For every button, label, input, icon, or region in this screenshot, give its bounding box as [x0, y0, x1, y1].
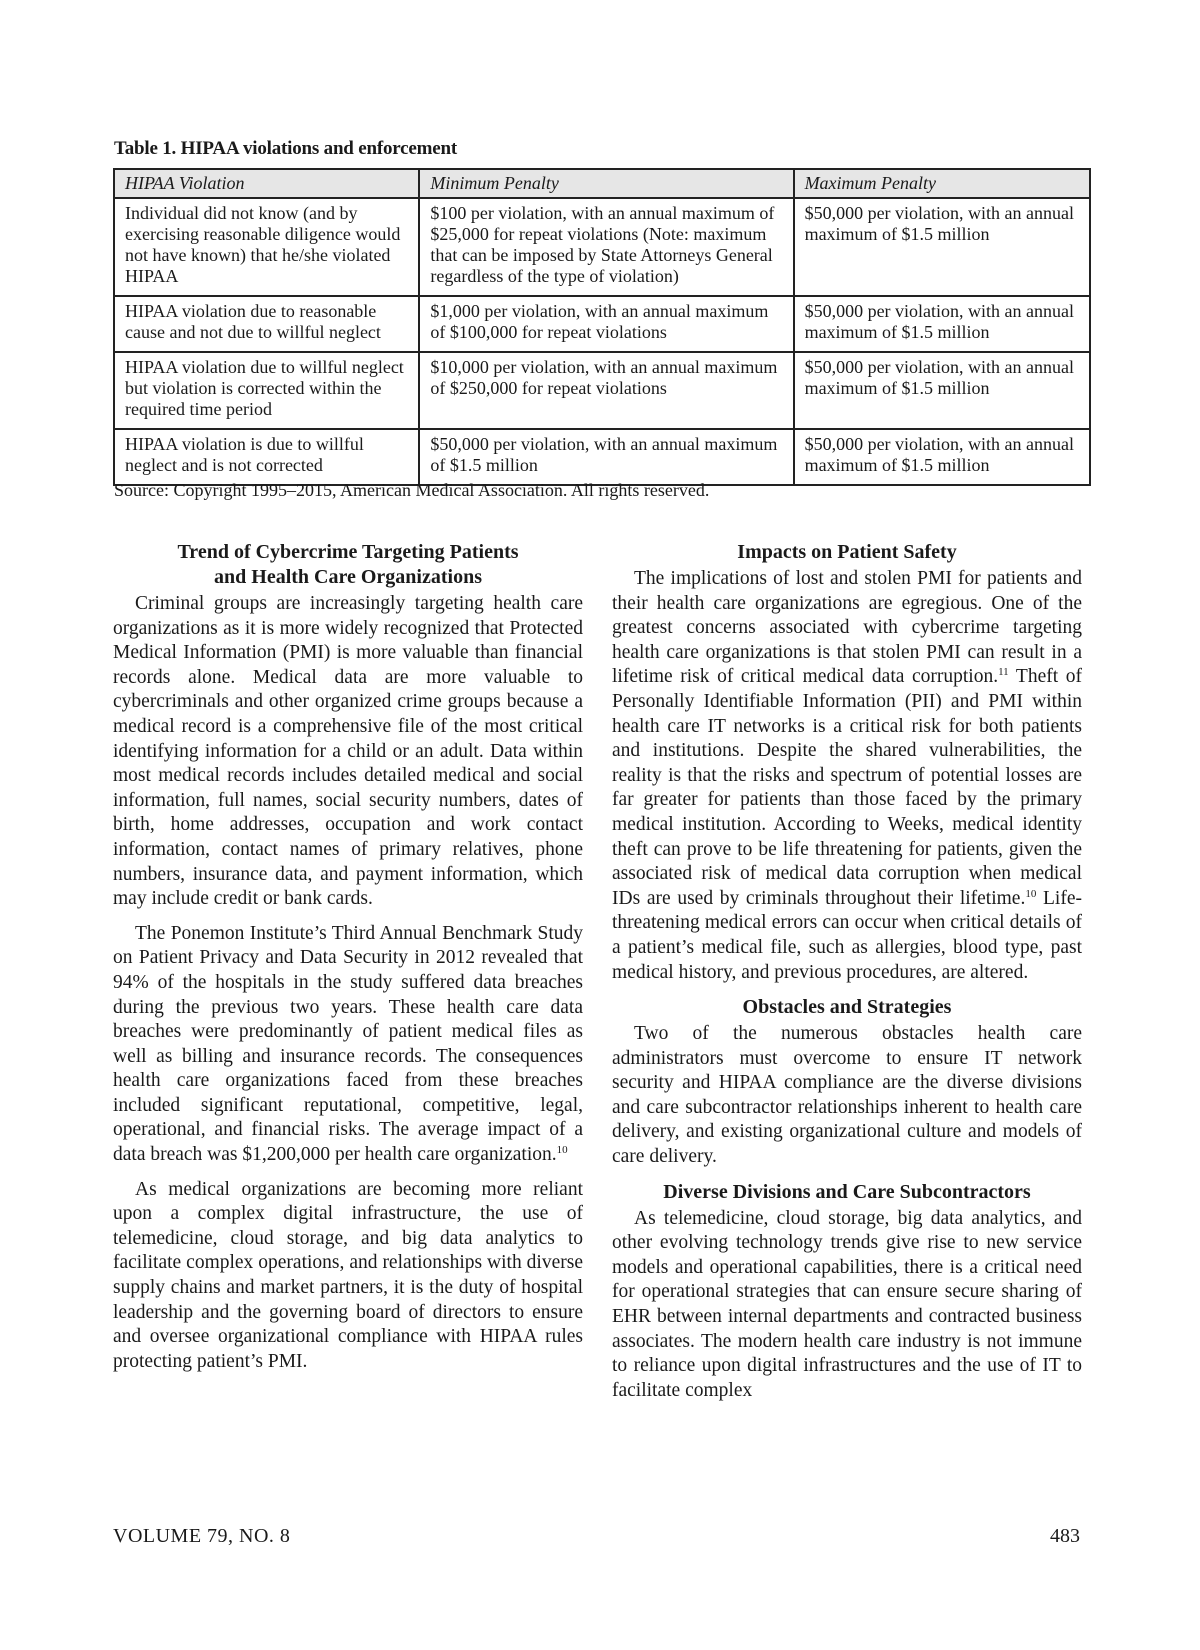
paragraph: [113, 922, 583, 1168]
paragraph: Criminal groups are increasingly targeting health care organizations as it is more widely recognized that Protected Medical Information (PMI) is more valuable than financial records alone. Medical data are more valuable to cybercriminals and other organized crime groups because a medical record is a comprehensive file of the most critical identifying information for a child or an adult. Data within most medical records includes detailed medical and social information, full names, social security numbers, dates of birth, home addresses, occupation and work contact information, contact names of primary relatives, phone numbers, insurance data, and payment information, which may include credit or bank cards.: [113, 593, 583, 910]
paragraph: Two of the numerous obstacles health care administrators must overcome to ensure IT network security and HIPAA compliance are the diverse divisions and care subcontractor relationships inherent to health care delivery, and existing organizational culture and models of care delivery.: [612, 1023, 1082, 1168]
table-row: [114, 296, 1090, 352]
table-cell-maximum: $50,000 per violation, with an annual maximum of $1.5 million: [794, 352, 1090, 429]
heading-line-2: and Health Care Organizations: [214, 566, 482, 588]
paragraph-text: The implications of lost and stolen PMI for patients and their health care organizations are egregious. One of the greatest concerns associated with cybercrime targeting health care organizations is that stolen PMI can result in a lifetime risk of critical medical data corruption.: [612, 568, 1082, 688]
right-column: [612, 540, 1082, 1413]
heading-line-1: Trend of Cybercrime Targeting Patients: [177, 541, 519, 563]
table-cell-violation: HIPAA violation due to reasonable cause and not due to willful neglect: [114, 296, 419, 352]
section-heading-obstacles: Obstacles and Strategies: [742, 996, 952, 1019]
table-cell-violation: Individual did not know (and by exercising reasonable diligence would not have known) that he/she violated HIPAA: [114, 198, 419, 296]
section-heading-patient-safety: Impacts on Patient Safety: [737, 541, 957, 563]
table-row: [114, 198, 1090, 296]
table-row: [114, 352, 1090, 429]
table-cell-minimum: $50,000 per violation, with an annual maximum of $1.5 million: [419, 429, 793, 485]
citation-ref: 11: [998, 666, 1009, 679]
header-violation: HIPAA Violation: [114, 169, 419, 198]
table-caption: Table 1. HIPAA violations and enforcement: [114, 138, 457, 159]
table-cell-minimum: $10,000 per violation, with an annual maximum of $250,000 for repeat violations: [419, 352, 793, 429]
footer-page-number: 483: [1050, 1525, 1080, 1547]
section-heading-diverse-divisions: Diverse Divisions and Care Subcontractors: [663, 1180, 1031, 1203]
table-cell-minimum: $100 per violation, with an annual maximum of $25,000 for repeat violations (Note: maximum that can be imposed by State Attorneys General regardless of the type of violation): [419, 198, 793, 296]
paragraph: As telemedicine, cloud storage, big data analytics, and other evolving technology trends give rise to new service models and operational capabilities, there is a critical need for operational strategies that can ensure secure sharing of EHR between internal departments and contracted business associates. The modern health care industry is not immune to reliance upon digital infrastructures and the use of IT to facilitate complex: [612, 1207, 1082, 1401]
table-header-row: [114, 169, 1090, 198]
section-heading-cybercrime-trend: [113, 540, 583, 590]
table-cell-violation: HIPAA violation due to willful neglect but violation is corrected within the required time period: [114, 352, 419, 429]
citation-ref: 10: [556, 1144, 568, 1157]
citation-ref: 10: [1025, 887, 1037, 900]
left-column: [113, 540, 583, 1384]
paragraph-text: Life-threatening medical errors can occur when critical details of a patient’s medical file, such as allergies, blood type, past medical history, and previous procedures, are altered.: [612, 887, 1082, 983]
table-cell-maximum: $50,000 per violation, with an annual maximum of $1.5 million: [794, 429, 1090, 485]
paragraph-text: The Ponemon Institute’s Third Annual Benchmark Study on Patient Privacy and Data Security in 2012 revealed that 94% of the hospitals in the study suffered data breaches during the previous two years. These health care data breaches were predominantly of patient medical files as well as billing and insurance records. The consequences health care organizations faced from these breaches included significant reputational, competitive, legal, operational, and financial risks. The average impact of a data breach was $1,200,000 per health care organization.: [113, 922, 583, 1166]
hipaa-violations-table: [113, 168, 1091, 486]
header-maximum-penalty: Maximum Penalty: [794, 169, 1090, 198]
footer-volume: VOLUME 79, NO. 8: [113, 1525, 291, 1547]
header-minimum-penalty: Minimum Penalty: [419, 169, 793, 198]
table-cell-violation: HIPAA violation is due to willful neglect and is not corrected: [114, 429, 419, 485]
paragraph: As medical organizations are becoming more reliant upon a complex digital infrastructure, the use of telemedicine, cloud storage, and big data analytics to facilitate complex operations, and relationships with diverse supply chains and market partners, it is the duty of hospital leadership and the governing board of directors to ensure and oversee organizational compliance with HIPAA rules protecting patient’s PMI.: [113, 1178, 583, 1372]
table-row: [114, 429, 1090, 485]
table-cell-maximum: $50,000 per violation, with an annual maximum of $1.5 million: [794, 296, 1090, 352]
paragraph: [612, 567, 1082, 985]
paragraph-text: Theft of Personally Identifiable Information (PII) and PMI within health care IT networks is a critical risk for both patients and institutions. Despite the shared vulnerabilities, the reality is that the risks and spectrum of potential losses are far greater for patients than those faced by the primary medical institution. According to Weeks, medical identity theft can prove to be life threatening for patients, given the associated risk of medical data corruption when medical IDs are used by criminals throughout their lifetime.: [612, 666, 1082, 909]
table-source-note: Source: Copyright 1995–2015, American Medical Association. All rights reserved.: [114, 480, 710, 500]
table-cell-minimum: $1,000 per violation, with an annual maximum of $100,000 for repeat violations: [419, 296, 793, 352]
table-cell-maximum: $50,000 per violation, with an annual maximum of $1.5 million: [794, 198, 1090, 296]
